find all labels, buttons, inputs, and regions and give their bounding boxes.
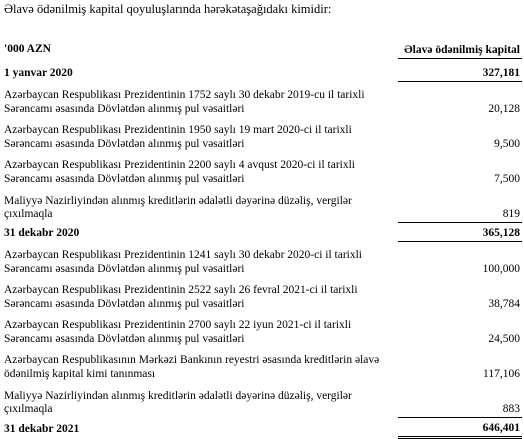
intro-text: Əlavə ödənilmiş kapital qoyuluşlarında hərəkətaşağıdakı kimidir: [4,2,332,16]
row-label: Azərbaycan Respublikası Prezidentinin 1241 saylı 30 dekabr 2020-ci il tarixli Sərəncamı əsasında Dövlətdən alınmış pul vəsaitləri [4,249,363,275]
table-row [0,187,522,223]
row-value: 646,401 [398,418,522,438]
row-value: 327,181 [398,63,522,82]
table-row [0,347,522,382]
table-row-opening [0,63,522,82]
row-value: 7,500 [494,172,520,185]
row-label: Azərbaycan Respublikası Prezidentinin 2700 saylı 22 iyun 2021-ci il tarixli Sərəncamı əsasında Dövlətdən alınmış pul vəsaitləri [4,319,352,345]
row-value: 24,500 [488,332,520,345]
table-row [0,382,522,418]
row-value: 117,106 [483,367,520,380]
row-label: Azərbaycan Respublikası Prezidentinin 2522 saylı 26 fevral 2021-ci il tarixli Sərəncamı əsasında Dövlətdən alınmış pul vəsaitləri [4,284,358,310]
table-row [0,82,522,118]
capital-movement-table [0,24,522,439]
row-value: 20,128 [488,102,520,115]
table-row [0,277,522,312]
unit-header: '000 AZN [4,43,51,55]
row-label: Azərbaycan Respublikasının Mərkəzi Bankının reyestri əsasında kreditlərin əlavə ödənilmiş kapital kimi tanınması [4,354,380,380]
table-row-total-2020 [0,223,522,242]
table-row [0,242,522,278]
row-label: Maliyyə Nazirliyindən alınmış kreditlərin ədalətli dəyərinə düzəliş, vergilər çıxılmaqla [4,389,352,415]
row-label: Azərbaycan Respublikası Prezidentinin 1752 saylı 30 dekabr 2019-cu il tarixli Sərəncamı əsasında Dövlətdən alınmış pul vəsaitləri [4,89,365,115]
row-value: 365,128 [398,223,522,242]
row-value: 38,784 [488,297,520,310]
table-row [0,152,522,187]
row-label: Maliyyə Nazirliyindən alınmış kreditlərin ədalətli dəyərinə düzəliş, vergilər çıxılmaqla [4,194,352,220]
table-row [0,117,522,152]
table-header-row [0,24,522,59]
row-value: 819 [398,187,522,223]
row-value: 883 [398,382,522,418]
table-row-total-2021 [0,418,522,438]
row-label: 31 dekabr 2021 [4,423,80,435]
row-label: 1 yanvar 2020 [4,67,73,79]
column-header: Əlavə ödənilmiş kapital [398,24,522,59]
row-value: 9,500 [494,137,520,150]
row-label: Azərbaycan Respublikası Prezidentinin 1950 saylı 19 mart 2020-ci il tarixli Sərəncamı əsasında Dövlətdən alınmış pul vəsaitləri [4,124,352,150]
row-label: 31 dekabr 2020 [4,227,80,239]
row-value: 100,000 [482,262,520,275]
row-label: Azərbaycan Respublikası Prezidentinin 2200 saylı 4 avqust 2020-ci il tarixli Sərəncamı əsasında Dövlətdən alınmış pul vəsaitləri [4,159,355,185]
table-row [0,312,522,347]
